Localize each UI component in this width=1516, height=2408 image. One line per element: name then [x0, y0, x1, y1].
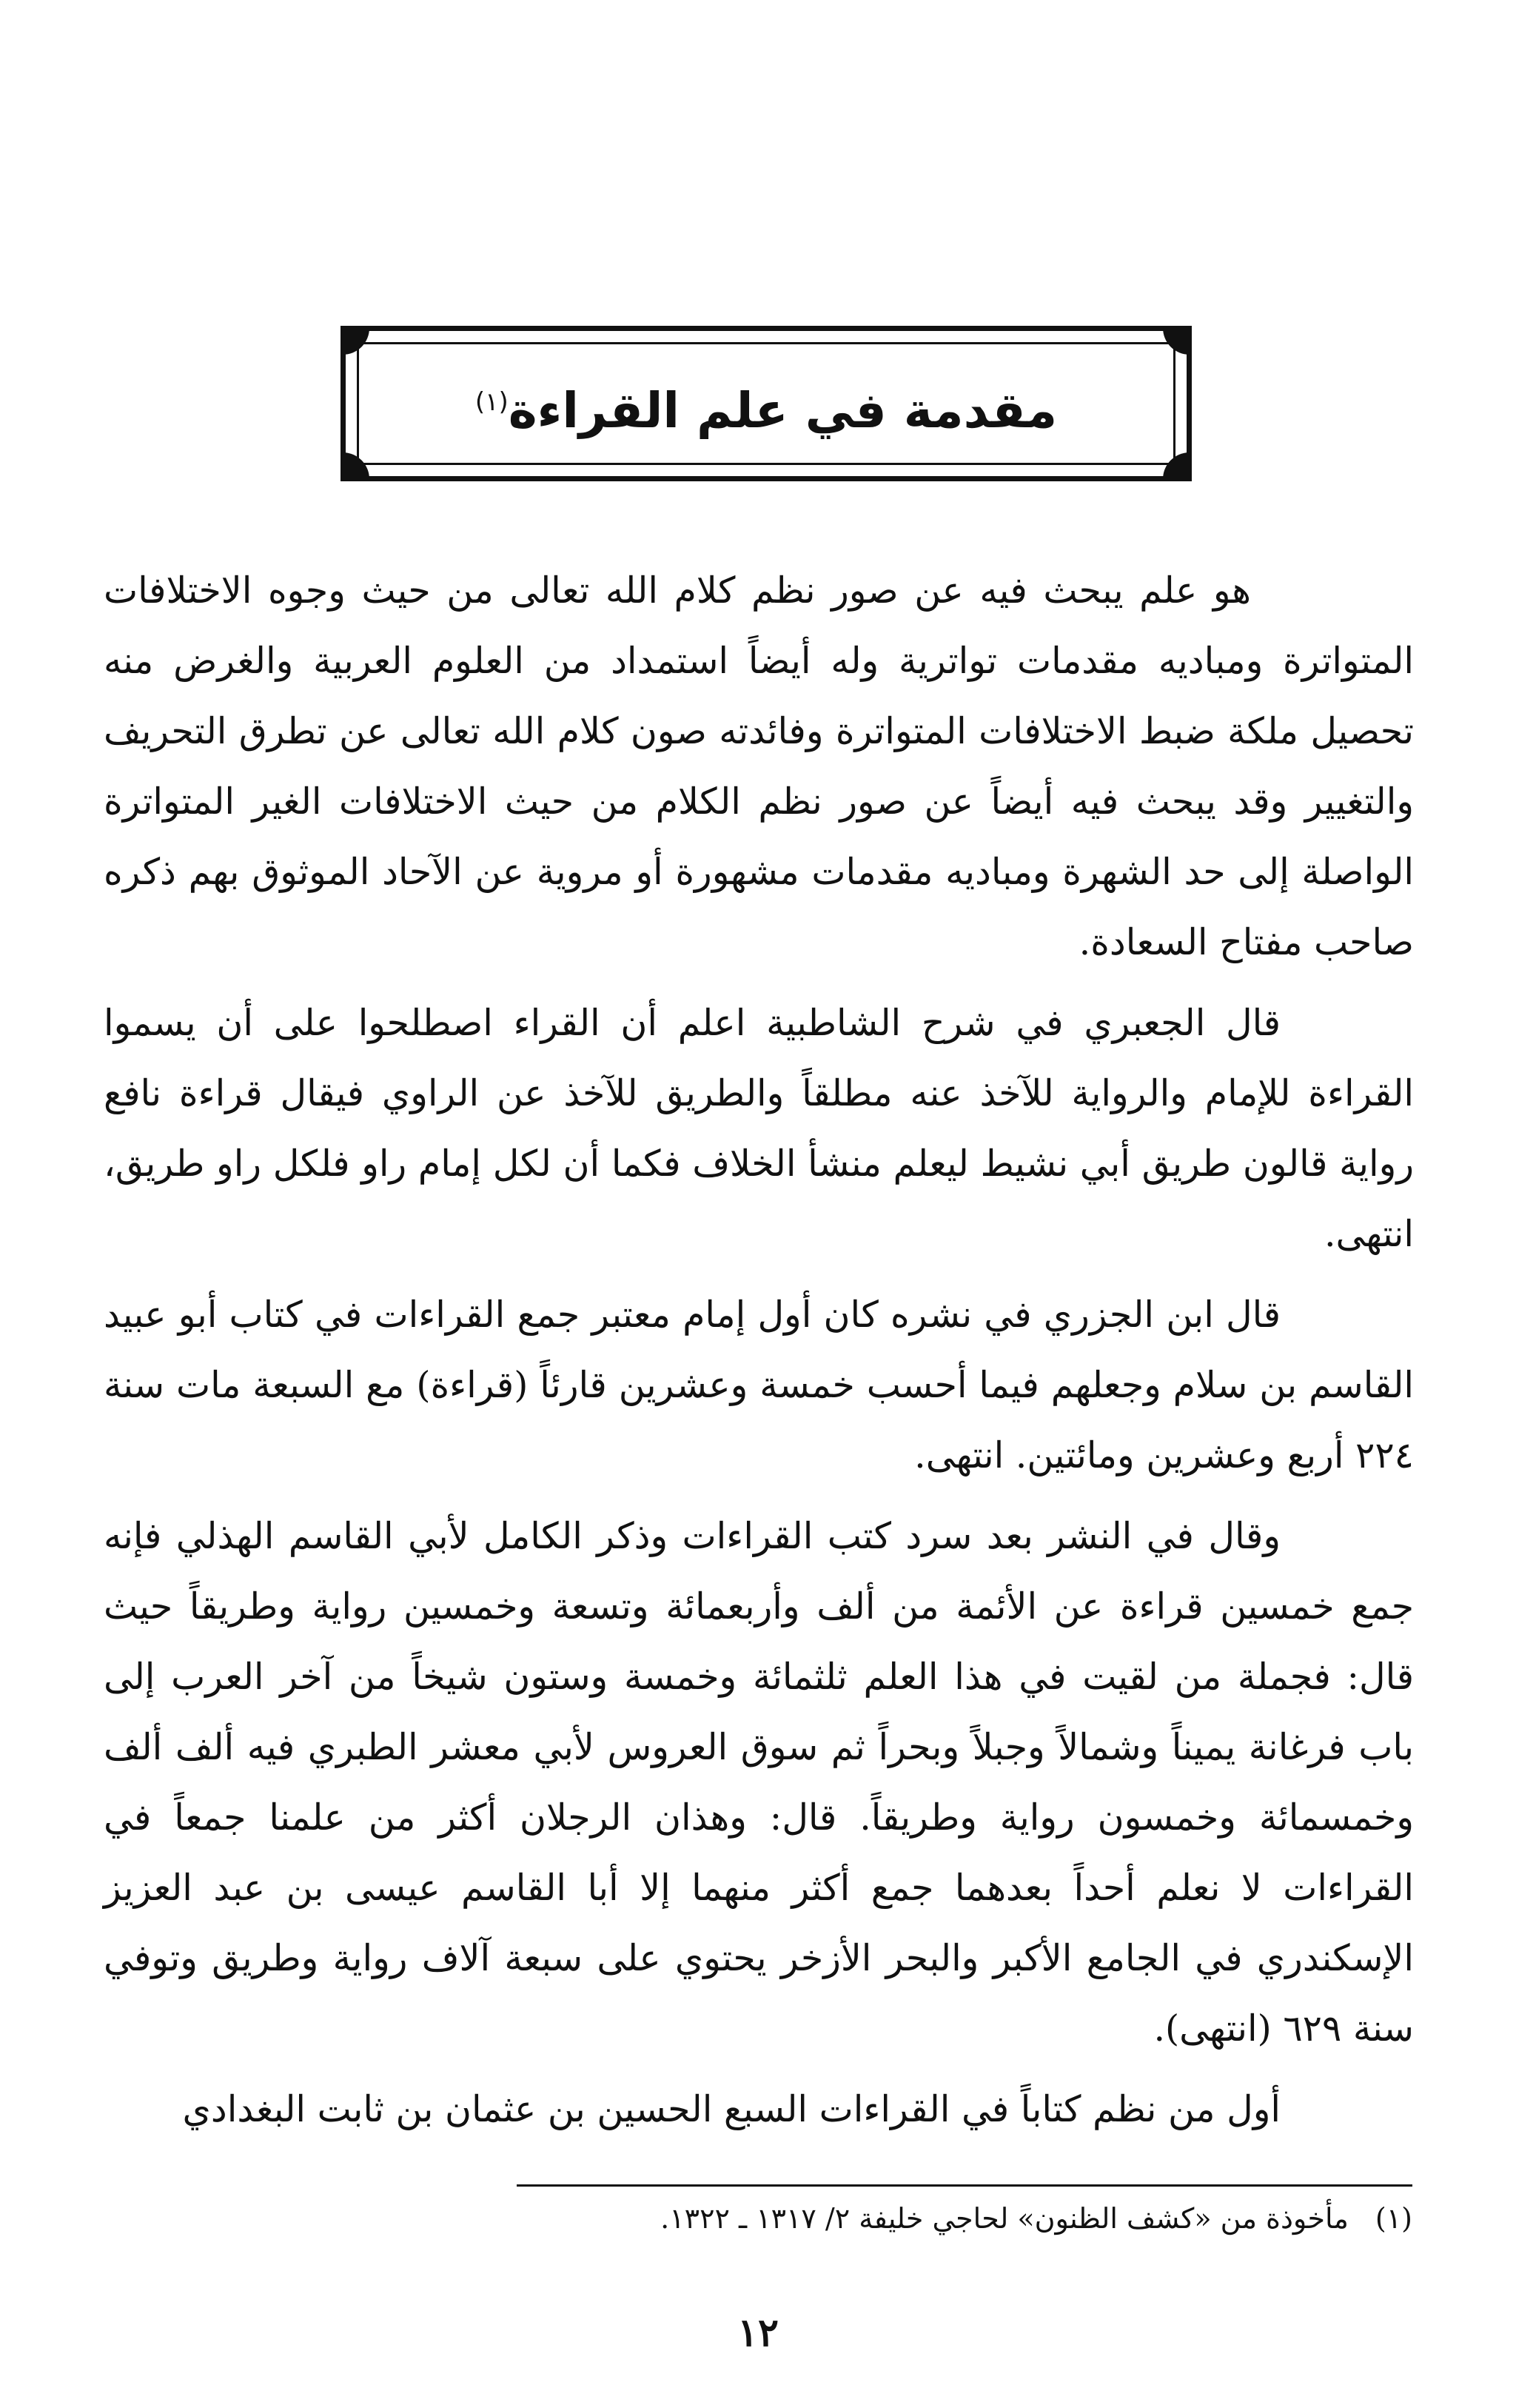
footnote	[302, 2198, 1412, 2239]
page-title-text: مقدمة في علم القراءة	[508, 382, 1058, 439]
title-frame	[341, 326, 1192, 481]
paragraph-definition: هو علم يبحث فيه عن صور نظم كلام الله تعالى من حيث وجوه الاختلافات المتواترة ومباديه مقدمات تواترية وله أيضاً استمداد من العلوم العربية والغرض منه تحصيل ملكة ضبط الاختلافات المتواترة وفائدته صون كلام الله تعالى عن تطرق التحريف والتغيير وقد يبحث فيه أيضاً عن صور نظم الكلام من حيث الاختلافات الغير المتواترة الواصلة إلى حد الشهرة ومباديه مقدمات مشهورة أو مروية عن الآحاد الموثوق بهم ذكره صاحب مفتاح السعادة.	[104, 569, 1414, 963]
title-footnote-marker: (١)	[474, 387, 509, 417]
footnote-separator	[517, 2184, 1412, 2187]
paragraph-first-versifier: أول من نظم كتاباً في القراءات السبع الحسين بن عثمان بن ثابت البغدادي	[182, 2088, 1281, 2130]
paragraph-jaabari: قال الجعبري في شرح الشاطبية اعلم أن القراء اصطلحوا على أن يسموا القراءة للإمام والرواية للآخذ عنه مطلقاً والطريق للآخذ عن الراوي فيقال قراءة نافع رواية قالون طريق أبي نشيط ليعلم منشأ الخلاف فكما أن لكل إمام راو فلكل راو طريق، انتهى.	[104, 1002, 1414, 1255]
paragraph-ibn-jazari: قال ابن الجزري في نشره كان أول إمام معتبر جمع القراءات في كتاب أبو عبيد القاسم بن سلام وجعلهم فيما أحسب خمسة وعشرين قارئاً (قراءة) مع السبعة مات سنة ٢٢٤ أربع وعشرين ومائتين. انتهى.	[104, 1294, 1414, 1476]
page-number: ١٢	[737, 2310, 779, 2355]
footnote-text: مأخوذة من «كشف الظنون» لحاجي خليفة ٢/ ١٣١٧ ـ ١٣٢٢.	[660, 2202, 1349, 2235]
paragraph-nashr: وقال في النشر بعد سرد كتب القراءات وذكر الكامل لأبي القاسم الهذلي فإنه جمع خمسين قراءة عن الأئمة من ألف وأربعمائة وتسعة وخمسين رواية وطريقاً حيث قال: فجملة من لقيت في هذا العلم ثلثمائة وخمسة وستون شيخاً من آخر العرب إلى باب فرغانة يميناً وشمالاً وجبلاً وبحراً ثم سوق العروس لأبي معشر الطبري فيه ألف ألف وخمسمائة وخمسون رواية وطريقاً. قال: وهذان الرجلان أكثر من علمنا جمعاً في القراءات لا نعلم أحداً بعدهما جمع أكثر منهما إلا أبا القاسم عيسى بن عبد العزيز الإسكندري في الجامع الأكبر والبحر الأزخر يحتوي على سبعة آلاف رواية وطريق وتوفي سنة ٦٢٩ (انتهى).	[104, 1515, 1414, 2050]
footnote-number: (١)	[1375, 2202, 1412, 2235]
main-text	[104, 555, 1414, 2155]
page-title	[341, 369, 1192, 444]
